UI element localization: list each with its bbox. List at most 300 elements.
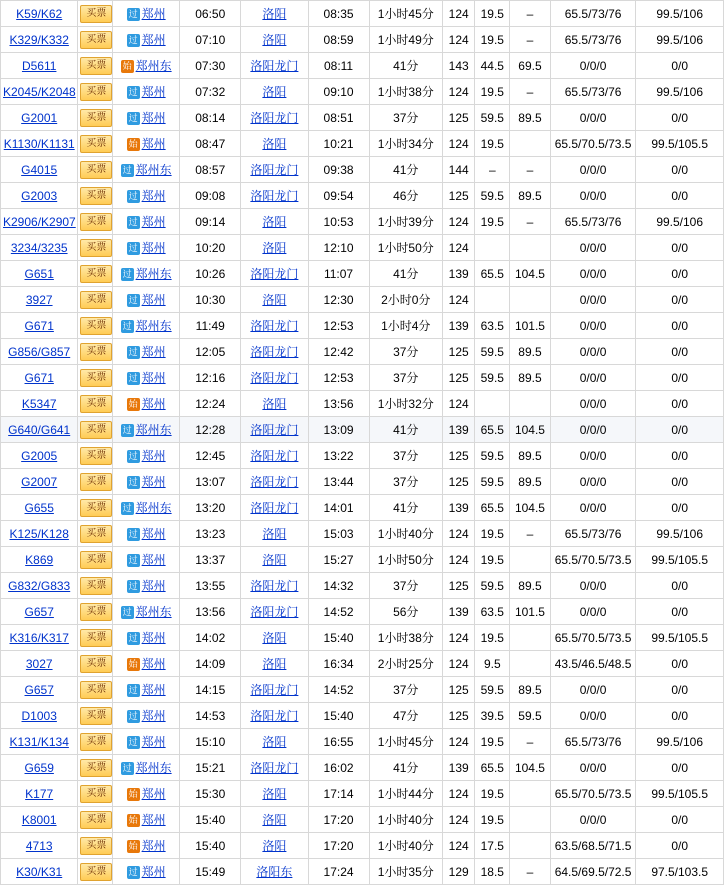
price-sleeper-soft: 0/0 (671, 812, 689, 827)
distance-cell (442, 677, 475, 703)
duration: 1小时40分 (377, 839, 434, 853)
distance-cell (442, 547, 475, 573)
distance: 124 (448, 656, 469, 671)
from-station-link[interactable]: 郑州 (141, 475, 166, 489)
price-sleeper-hard: 65.5/73/76 (564, 32, 622, 47)
train-number-link[interactable]: K177 (25, 786, 54, 801)
price-sleeper-soft-cell (636, 833, 724, 859)
buy-ticket-button[interactable]: 买票 (80, 759, 112, 777)
from-station-link[interactable]: 郑州东 (135, 761, 172, 775)
train-type-badge-icon: 过 (128, 477, 138, 488)
buy-ticket-button[interactable]: 买票 (80, 525, 112, 543)
to-station-link-cell (241, 833, 308, 859)
price-sleeper-soft-cell (636, 651, 724, 677)
price-second-class: 65.5 (480, 422, 504, 437)
to-station-link[interactable]: 洛阳龙门 (250, 371, 299, 385)
from-station-link[interactable]: 郑州东 (135, 163, 172, 177)
price-sleeper-hard-cell (550, 105, 636, 131)
price-second-class-cell (475, 313, 510, 339)
price-sleeper-soft: 99.5/105.5 (651, 136, 709, 151)
to-station-link[interactable]: 洛阳龙门 (250, 761, 299, 775)
buy-ticket-cell (78, 261, 113, 287)
arrival-time: 12:53 (323, 318, 354, 333)
train-number-link[interactable]: G671 (24, 318, 54, 333)
train-number-link[interactable]: G856/G857 (8, 344, 71, 359)
price-first-class-cell (510, 443, 551, 469)
from-station-link[interactable]: 郑州 (141, 683, 166, 697)
distance-cell (442, 599, 475, 625)
duration: 37分 (393, 475, 419, 489)
arrival-time-cell (308, 729, 369, 755)
arrival-time-cell (308, 521, 369, 547)
price-sleeper-soft: 0/0 (671, 292, 689, 307)
train-number-link[interactable]: K1130/K1131 (3, 136, 75, 151)
from-station-link[interactable]: 郑州 (141, 839, 166, 853)
price-second-class-cell (475, 209, 510, 235)
duration: 1小时40分 (377, 813, 434, 827)
departure-time: 12:24 (195, 396, 226, 411)
departure-time: 12:16 (195, 370, 226, 385)
departure-time-cell (180, 417, 241, 443)
departure-time: 15:40 (195, 838, 226, 853)
from-station-cell (113, 27, 180, 53)
departure-time-cell (180, 1, 241, 27)
buy-ticket-button[interactable]: 买票 (80, 863, 112, 881)
from-station-link[interactable]: 郑州 (141, 553, 166, 567)
train-number-cell (1, 105, 78, 131)
train-number-link[interactable]: D1003 (21, 708, 57, 723)
from-station-link[interactable]: 郑州东 (135, 501, 172, 515)
distance: 124 (448, 526, 469, 541)
table-row (1, 677, 724, 703)
distance: 139 (448, 604, 469, 619)
price-sleeper-hard: 0/0/0 (579, 760, 607, 775)
buy-ticket-button[interactable]: 买票 (80, 57, 112, 75)
buy-ticket-button[interactable]: 买票 (80, 369, 112, 387)
duration: 1小时35分 (377, 865, 434, 879)
train-number-link[interactable]: G832/G833 (8, 578, 71, 593)
from-station-link[interactable]: 郑州 (141, 85, 166, 99)
duration-cell (369, 833, 442, 859)
price-sleeper-soft-cell (636, 131, 724, 157)
to-station-link[interactable]: 洛阳 (262, 787, 287, 801)
buy-ticket-cell (78, 131, 113, 157)
from-station-link[interactable]: 郑州 (141, 137, 166, 151)
from-station-link[interactable]: 郑州 (141, 33, 166, 47)
train-number-link[interactable]: G671 (24, 370, 54, 385)
from-station-link[interactable]: 郑州东 (135, 319, 172, 333)
buy-ticket-button[interactable]: 买票 (80, 291, 112, 309)
train-number-link[interactable]: G657 (24, 604, 54, 619)
to-station-link[interactable]: 洛阳龙门 (250, 449, 299, 463)
departure-time-cell (180, 27, 241, 53)
price-second-class: 59.5 (480, 188, 504, 203)
from-station-cell (113, 859, 180, 885)
price-first-class: 89.5 (518, 370, 542, 385)
train-type-badge-icon: 始 (128, 139, 138, 150)
price-sleeper-soft: 0/0 (671, 318, 689, 333)
table-row (1, 625, 724, 651)
to-station-link[interactable]: 洛阳龙门 (250, 709, 299, 723)
from-station-link[interactable]: 郑州东 (135, 605, 172, 619)
buy-ticket-button[interactable]: 买票 (80, 629, 112, 647)
price-second-class-cell (475, 547, 510, 573)
to-station-link[interactable]: 洛阳 (262, 839, 287, 853)
train-number-link[interactable]: 3027 (25, 656, 53, 671)
train-number-link[interactable]: K2045/K2048 (3, 84, 76, 99)
duration: 1小时4分 (381, 319, 431, 333)
price-first-class: 104.5 (514, 760, 545, 775)
from-station-link[interactable]: 郑州 (141, 579, 166, 593)
train-number-link[interactable]: K2906/K2907 (3, 214, 76, 229)
to-station-link[interactable]: 洛阳 (262, 7, 287, 21)
train-number-link[interactable]: K5347 (21, 396, 57, 411)
from-station-cell (113, 339, 180, 365)
buy-ticket-button[interactable]: 买票 (80, 421, 112, 439)
price-sleeper-soft: 99.5/105.5 (651, 630, 709, 645)
distance: 124 (448, 240, 469, 255)
price-sleeper-hard: 0/0/0 (579, 604, 607, 619)
price-sleeper-hard: 65.5/73/76 (564, 6, 622, 21)
train-number-link[interactable]: 3234/3235 (10, 240, 68, 255)
arrival-time: 16:02 (323, 760, 354, 775)
distance-cell (442, 391, 475, 417)
train-type-badge-icon: 过 (128, 113, 138, 124)
arrival-time: 17:20 (323, 838, 354, 853)
from-station-cell (113, 547, 180, 573)
train-type-badge-icon: 过 (122, 503, 132, 514)
departure-time: 13:37 (195, 552, 226, 567)
to-station-link[interactable]: 洛阳龙门 (250, 163, 299, 177)
duration-cell (369, 79, 442, 105)
to-station-link[interactable]: 洛阳 (262, 735, 287, 749)
price-sleeper-hard: 0/0/0 (579, 708, 607, 723)
train-number-cell (1, 27, 78, 53)
departure-time-cell (180, 131, 241, 157)
train-number-link[interactable]: K316/K317 (9, 630, 69, 645)
train-number-link[interactable]: K125/K128 (9, 526, 69, 541)
price-second-class-cell (475, 651, 510, 677)
price-first-class-cell (510, 105, 551, 131)
buy-ticket-button[interactable]: 买票 (80, 187, 112, 205)
price-first-class-cell (510, 313, 551, 339)
duration-cell (369, 469, 442, 495)
price-sleeper-hard: 65.5/73/76 (564, 214, 622, 229)
distance-cell (442, 625, 475, 651)
buy-ticket-button[interactable]: 买票 (80, 655, 112, 673)
duration-cell (369, 261, 442, 287)
to-station-link[interactable]: 洛阳 (262, 553, 287, 567)
train-number-link[interactable]: K869 (25, 552, 54, 567)
buy-ticket-button[interactable]: 买票 (80, 603, 112, 621)
price-sleeper-soft: 99.5/105.5 (651, 786, 709, 801)
from-station-link[interactable]: 郑州 (141, 7, 166, 21)
departure-time: 15:30 (195, 786, 226, 801)
distance-cell (442, 27, 475, 53)
price-sleeper-soft-cell (636, 105, 724, 131)
price-first-class-cell (510, 287, 551, 313)
buy-ticket-button[interactable]: 买票 (80, 499, 112, 517)
train-number-link[interactable]: G651 (24, 266, 54, 281)
price-first-class-cell (510, 79, 551, 105)
to-station-link[interactable]: 洛阳东 (256, 865, 293, 879)
price-second-class: 19.5 (480, 552, 504, 567)
from-station-link[interactable]: 郑州 (141, 735, 166, 749)
to-station-link-cell (241, 573, 308, 599)
price-sleeper-soft: 0/0 (671, 162, 689, 177)
distance: 125 (448, 682, 469, 697)
table-row (1, 209, 724, 235)
price-first-class-cell (510, 677, 551, 703)
price-sleeper-hard: 0/0/0 (579, 422, 607, 437)
train-type-badge-icon: 过 (122, 269, 132, 280)
train-number-link[interactable]: G2001 (21, 110, 58, 125)
buy-ticket-button[interactable]: 买票 (80, 811, 112, 829)
to-station-link[interactable]: 洛阳 (262, 293, 287, 307)
arrival-time-cell (308, 703, 369, 729)
to-station-link[interactable]: 洛阳龙门 (250, 59, 299, 73)
to-station-link[interactable]: 洛阳 (262, 85, 287, 99)
price-first-class: 59.5 (518, 708, 542, 723)
to-station-link[interactable]: 洛阳 (262, 813, 287, 827)
train-number-link[interactable]: G657 (24, 682, 54, 697)
duration: 41分 (393, 163, 419, 177)
from-station-link[interactable]: 郑州 (141, 813, 166, 827)
from-station-cell (113, 443, 180, 469)
buy-ticket-button[interactable]: 买票 (80, 5, 112, 23)
from-station-link[interactable]: 郑州 (141, 449, 166, 463)
train-type-badge-icon: 过 (128, 633, 138, 644)
price-sleeper-soft-cell (636, 365, 724, 391)
departure-time: 09:14 (195, 214, 226, 229)
to-station-link[interactable]: 洛阳 (262, 241, 287, 255)
price-second-class: 59.5 (480, 110, 504, 125)
train-number-link[interactable]: G2007 (21, 474, 58, 489)
price-second-class: 59.5 (480, 682, 504, 697)
from-station-link[interactable]: 郑州 (141, 189, 166, 203)
from-station-link[interactable]: 郑州 (141, 111, 166, 125)
from-station-link[interactable]: 郑州 (141, 241, 166, 255)
departure-time-cell (180, 833, 241, 859)
train-type-badge-icon: 始 (128, 815, 138, 826)
train-number-link[interactable]: K30/K31 (16, 864, 63, 879)
arrival-time-cell (308, 833, 369, 859)
duration-cell (369, 365, 442, 391)
price-sleeper-hard-cell (550, 495, 636, 521)
buy-ticket-button[interactable]: 买票 (80, 395, 112, 413)
price-sleeper-hard-cell (550, 833, 636, 859)
price-sleeper-hard: 0/0/0 (579, 292, 607, 307)
from-station-link[interactable]: 郑州 (141, 527, 166, 541)
duration-cell (369, 703, 442, 729)
from-station-link[interactable]: 郑州 (141, 397, 166, 411)
departure-time: 13:56 (195, 604, 226, 619)
table-row (1, 807, 724, 833)
buy-ticket-button[interactable]: 买票 (80, 681, 112, 699)
from-station-link[interactable]: 郑州 (141, 345, 166, 359)
price-second-class: 63.5 (480, 604, 504, 619)
price-first-class-cell (510, 27, 551, 53)
price-second-class: 19.5 (480, 6, 504, 21)
duration-cell (369, 391, 442, 417)
distance: 125 (448, 370, 469, 385)
departure-time-cell (180, 495, 241, 521)
train-type-badge-icon: 过 (122, 165, 132, 176)
duration-cell (369, 157, 442, 183)
to-station-link[interactable]: 洛阳 (262, 397, 287, 411)
to-station-link-cell (241, 287, 308, 313)
to-station-link[interactable]: 洛阳 (262, 527, 287, 541)
buy-ticket-button[interactable]: 买票 (80, 31, 112, 49)
departure-time-cell (180, 209, 241, 235)
arrival-time: 15:40 (323, 708, 354, 723)
from-station-link[interactable]: 郑州 (141, 631, 166, 645)
price-second-class-cell (475, 469, 510, 495)
to-station-link[interactable]: 洛阳 (262, 631, 287, 645)
from-station-link[interactable]: 郑州东 (135, 59, 172, 73)
price-sleeper-soft: 0/0 (671, 344, 689, 359)
price-sleeper-hard: 65.5/70.5/73.5 (554, 786, 632, 801)
duration-cell (369, 781, 442, 807)
price-sleeper-hard-cell (550, 625, 636, 651)
train-number-link[interactable]: G655 (24, 500, 54, 515)
to-station-link[interactable]: 洛阳龙门 (250, 683, 299, 697)
duration-cell (369, 105, 442, 131)
duration-cell (369, 651, 442, 677)
train-number-link[interactable]: G4015 (21, 162, 58, 177)
from-station-link[interactable]: 郑州 (141, 293, 166, 307)
buy-ticket-button[interactable]: 买票 (80, 213, 112, 231)
to-station-link[interactable]: 洛阳龙门 (250, 423, 299, 437)
train-number-link[interactable]: 4713 (25, 838, 53, 853)
price-sleeper-hard: 0/0/0 (579, 240, 607, 255)
price-sleeper-hard-cell (550, 443, 636, 469)
price-sleeper-hard-cell (550, 313, 636, 339)
price-sleeper-soft-cell (636, 573, 724, 599)
buy-ticket-button[interactable]: 买票 (80, 317, 112, 335)
buy-ticket-button[interactable]: 买票 (80, 733, 112, 751)
train-number-link[interactable]: K8001 (21, 812, 57, 827)
train-number-link[interactable]: G2005 (21, 448, 58, 463)
arrival-time-cell (308, 807, 369, 833)
from-station-link[interactable]: 郑州 (141, 657, 166, 671)
train-type-badge-icon: 过 (128, 191, 138, 202)
buy-ticket-button[interactable]: 买票 (80, 343, 112, 361)
price-sleeper-hard-cell (550, 677, 636, 703)
buy-ticket-button[interactable]: 买票 (80, 577, 112, 595)
buy-ticket-button[interactable]: 买票 (80, 109, 112, 127)
from-station-link[interactable]: 郑州 (141, 215, 166, 229)
arrival-time: 15:40 (323, 630, 354, 645)
duration-cell (369, 677, 442, 703)
price-sleeper-hard-cell (550, 807, 636, 833)
departure-time: 07:30 (195, 58, 226, 73)
distance-cell (442, 157, 475, 183)
from-station-link[interactable]: 郑州 (141, 709, 166, 723)
arrival-time: 10:53 (323, 214, 354, 229)
train-number-link[interactable]: G2003 (21, 188, 58, 203)
distance: 125 (448, 188, 469, 203)
distance: 124 (448, 84, 469, 99)
train-number-cell (1, 53, 78, 79)
price-second-class: 59.5 (480, 474, 504, 489)
arrival-time: 16:55 (323, 734, 354, 749)
departure-time: 11:49 (195, 318, 225, 333)
price-sleeper-soft-cell (636, 339, 724, 365)
train-number-link[interactable]: K329/K332 (9, 32, 69, 47)
to-station-link[interactable]: 洛阳龙门 (250, 345, 299, 359)
to-station-link[interactable]: 洛阳 (262, 657, 287, 671)
departure-time-cell (180, 261, 241, 287)
duration-cell (369, 547, 442, 573)
price-first-class: – (526, 32, 534, 47)
to-station-link[interactable]: 洛阳龙门 (250, 475, 299, 489)
departure-time: 10:20 (195, 240, 226, 255)
buy-ticket-button[interactable]: 买票 (80, 473, 112, 491)
buy-ticket-button[interactable]: 买票 (80, 83, 112, 101)
train-number-link[interactable]: K59/K62 (16, 6, 63, 21)
price-sleeper-hard-cell (550, 27, 636, 53)
table-row (1, 521, 724, 547)
train-number-link[interactable]: D5611 (21, 58, 57, 73)
train-number-link[interactable]: G659 (24, 760, 54, 775)
to-station-link[interactable]: 洛阳龙门 (250, 267, 299, 281)
train-number-link[interactable]: 3927 (25, 292, 53, 307)
to-station-link[interactable]: 洛阳 (262, 215, 287, 229)
distance-cell (442, 833, 475, 859)
arrival-time-cell (308, 209, 369, 235)
to-station-link[interactable]: 洛阳龙门 (250, 501, 299, 515)
from-station-link[interactable]: 郑州 (141, 371, 166, 385)
price-sleeper-soft-cell (636, 625, 724, 651)
buy-ticket-button[interactable]: 买票 (80, 551, 112, 569)
duration: 46分 (393, 189, 419, 203)
buy-ticket-button[interactable]: 买票 (80, 265, 112, 283)
train-number-link[interactable]: G640/G641 (8, 422, 71, 437)
price-first-class-cell (510, 651, 551, 677)
table-row (1, 105, 724, 131)
to-station-link[interactable]: 洛阳龙门 (250, 605, 299, 619)
price-second-class-cell (475, 53, 510, 79)
to-station-link[interactable]: 洛阳 (262, 137, 287, 151)
buy-ticket-button[interactable]: 买票 (80, 785, 112, 803)
from-station-link[interactable]: 郑州 (141, 865, 166, 879)
to-station-link[interactable]: 洛阳 (262, 33, 287, 47)
train-number-link[interactable]: K131/K134 (9, 734, 69, 749)
price-second-class: 17.5 (480, 838, 504, 853)
from-station-cell (113, 313, 180, 339)
buy-ticket-button[interactable]: 买票 (80, 161, 112, 179)
from-station-link[interactable]: 郑州东 (135, 267, 172, 281)
to-station-link[interactable]: 洛阳龙门 (250, 111, 299, 125)
duration-cell (369, 729, 442, 755)
departure-time-cell (180, 339, 241, 365)
to-station-link[interactable]: 洛阳龙门 (250, 189, 299, 203)
duration-cell (369, 625, 442, 651)
buy-ticket-button[interactable]: 买票 (80, 837, 112, 855)
buy-ticket-button[interactable]: 买票 (80, 135, 112, 153)
buy-ticket-button[interactable]: 买票 (80, 447, 112, 465)
from-station-link[interactable]: 郑州 (141, 787, 166, 801)
from-station-link[interactable]: 郑州东 (135, 423, 172, 437)
train-number-cell (1, 287, 78, 313)
buy-ticket-button[interactable]: 买票 (80, 239, 112, 257)
buy-ticket-button[interactable]: 买票 (80, 707, 112, 725)
to-station-link-cell (241, 235, 308, 261)
to-station-link[interactable]: 洛阳龙门 (250, 319, 299, 333)
price-sleeper-hard-cell (550, 79, 636, 105)
to-station-link[interactable]: 洛阳龙门 (250, 579, 299, 593)
